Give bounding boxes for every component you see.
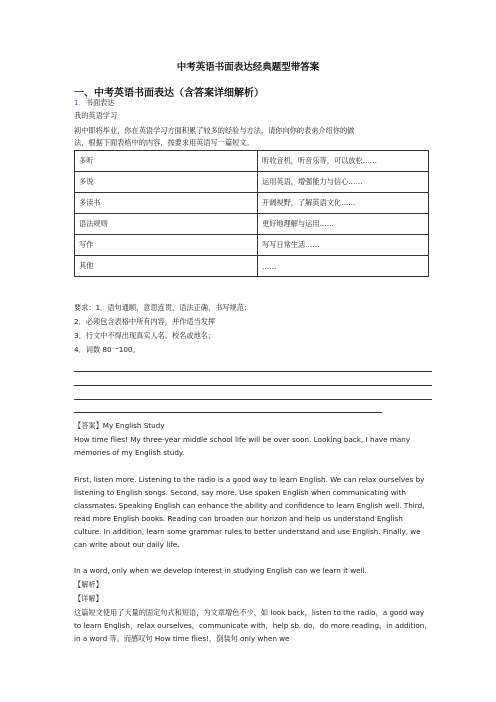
table-cell-detail: 写写日常生活…… (258, 235, 429, 256)
document-title: 中考英语书面表达经典题型带答案 (176, 62, 320, 73)
table-cell-detail: …… (258, 256, 429, 277)
table-row (75, 256, 429, 277)
analysis-label: 【解析】 (74, 580, 103, 589)
table-cell-item: 写作 (75, 235, 258, 256)
table-row (75, 193, 429, 214)
question-prompt-line-2: 法，根据下面表格中的内容，按要求用英语写一篇短文。 (74, 138, 254, 147)
question-header (74, 98, 115, 108)
requirement-1: 要求：1．语句通顺，意思连贯，语法正确，书写规范； (74, 303, 252, 312)
detail-label: 【详解】 (74, 594, 103, 603)
question-prompt-line-1: 初中即将毕业，你在英语学习方面积累了较多的经验与方法，请你向你的表弟介绍你的做 (74, 126, 355, 135)
section-heading: 一、中考英语书面表达（含答案详细解析） (74, 88, 264, 99)
answer-paragraph-3: In a word, only when we develop interest in studying English can we learn it well. (74, 566, 367, 575)
answer-line (74, 371, 432, 372)
table-row (75, 151, 429, 172)
table-row (75, 214, 429, 235)
answer-label: 【答案】My English Study (74, 421, 165, 430)
answer-line (74, 412, 382, 413)
question-topic: 我的英语学习 (74, 111, 118, 120)
detail-text: 这篇短文使用了大量的固定句式和短语，为文章增色不少，如 look back，listen to the radio，a good way to learn English，relax ourselves，communicate with，help sb. do，do more reading，in addition，in a word 等。而感叹句 How time flies!，倒装句 only when we (74, 608, 432, 643)
table-cell-item: 语法规则 (75, 214, 258, 235)
requirement-2: 2．必须包含表格中所有内容，并作适当发挥 (74, 317, 216, 326)
question-label: 书面表达 (85, 98, 115, 107)
question-number: 1． (74, 98, 86, 107)
requirements-table (74, 150, 429, 277)
table-cell-item: 其他 (75, 256, 258, 277)
table-cell-item: 多读书 (75, 193, 258, 214)
answer-line (74, 385, 432, 386)
table-cell-item: 多听 (75, 151, 258, 172)
table-cell-detail: 听收音机，听音乐等，可以放松…… (258, 151, 429, 172)
answer-line (74, 399, 432, 400)
table-cell-item: 多说 (75, 172, 258, 193)
table-row (75, 235, 429, 256)
answer-paragraph-2: First, listen more. Listening to the radio is a good way to learn English. We can relax ourselves by listening to English songs. Second, say more. Use spoken English when communicating with classmates. Speaking English can enhance the ability and confidence to learn English well. Third, read more English books. Reading can broaden our horizon and help us understand English culture. In addition, learn some grammar rules to better understand and use English. Finally, we can write about our daily life. (74, 475, 425, 549)
answer-paragraph-1: How time flies! My three-year middle school life will be over soon. Looking back, I have many memories of my English study. (74, 435, 411, 457)
table-cell-detail: 运用英语，增强能力与信心…… (258, 172, 429, 193)
table-cell-detail: 更好地理解与运用…… (258, 214, 429, 235)
requirement-3: 3．行文中不得出现真实人名、校名或地名； (74, 331, 216, 340)
requirement-4: 4．词数 80一100。 (74, 345, 140, 354)
table-cell-detail: 开阔视野，了解英语文化…… (258, 193, 429, 214)
table-row (75, 172, 429, 193)
